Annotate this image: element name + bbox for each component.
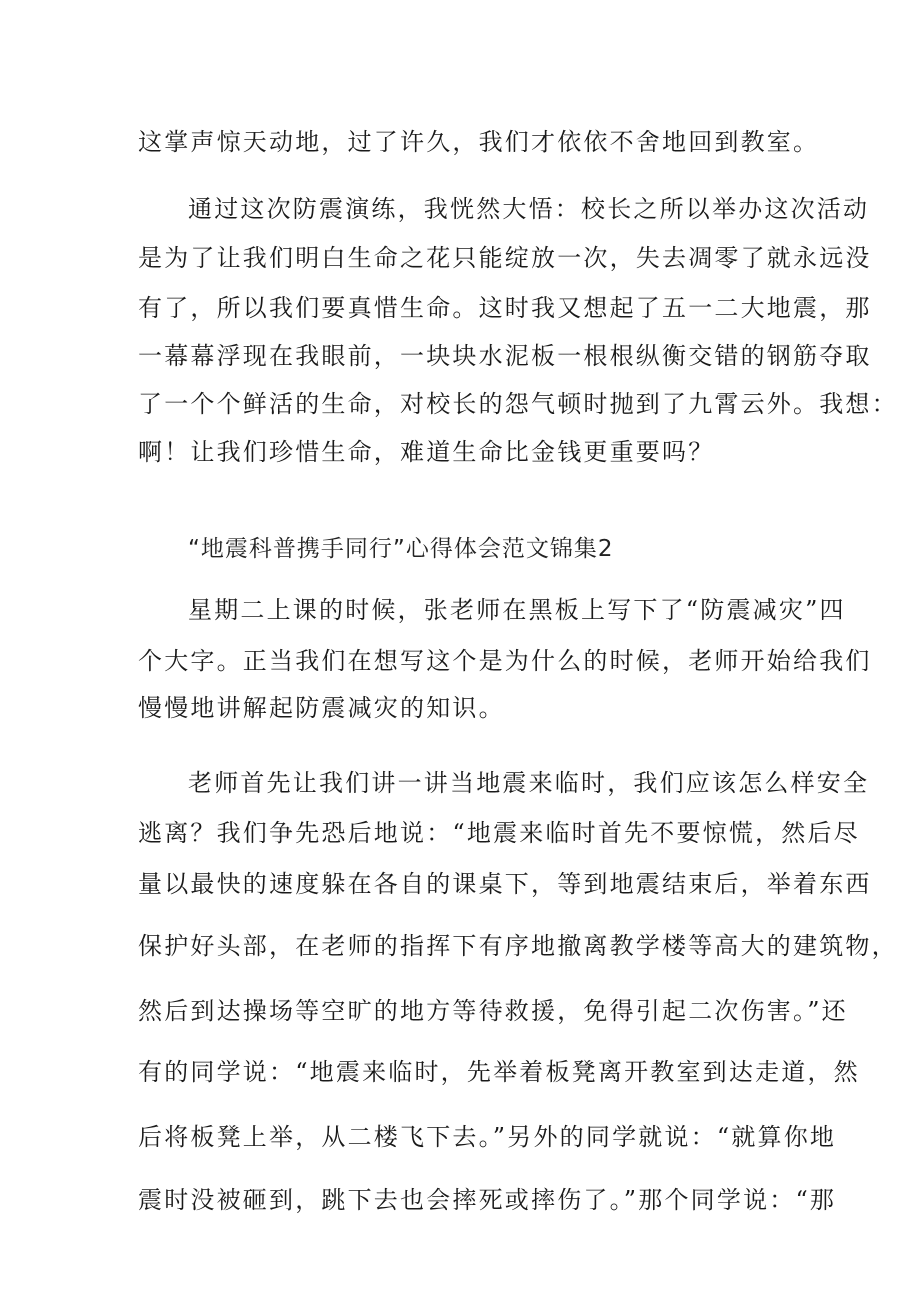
- paragraph-2-line-3: 有了，所以我们要真惜生命。这时我又想起了五一二大地震，那: [138, 294, 872, 322]
- paragraph-4-line-8: 震时没被砸到，跳下去也会摔死或摔伤了。”那个同学说：“那: [138, 1186, 837, 1214]
- paragraph-4-line-5: 然后到达操场等空旷的地方等待救援，免得引起二次伤害。”还: [138, 997, 848, 1025]
- paragraph-4-line-3: 量以最快的速度躲在各自的课桌下，等到地震结束后，举着东西: [138, 870, 872, 898]
- paragraph-2-line-1: 通过这次防震演练，我恍然大悟：校长之所以举办这次活动: [188, 195, 870, 223]
- paragraph-3-line-2: 个大字。正当我们在想写这个是为什么的时候，老师开始给我们: [138, 647, 872, 675]
- paragraph-4-line-7: 后将板凳上举，从二楼飞下去。”另外的同学就说：“就算你地: [138, 1123, 837, 1151]
- paragraph-3-line-3: 慢慢地讲解起防震减灾的知识。: [138, 694, 505, 722]
- paragraph-1-line-1: 这掌声惊天动地，过了许久，我们才依依不舍地回到教室。: [138, 128, 820, 156]
- paragraph-2-line-2: 是为了让我们明白生命之花只能绽放一次，失去凋零了就永远没: [138, 244, 872, 272]
- paragraph-2-line-5: 了一个个鲜活的生命，对校长的怨气顿时抛到了九霄云外。我想：: [138, 390, 898, 418]
- paragraph-2-line-6: 啊！让我们珍惜生命，难道生命比金钱更重要吗？: [138, 438, 715, 466]
- paragraph-4-line-2: 逃离？我们争先恐后地说：“地震来临时首先不要惊慌，然后尽: [138, 819, 860, 847]
- paragraph-4-line-6: 有的同学说：“地震来临时，先举着板凳离开教室到达走道，然: [138, 1058, 860, 1086]
- section-heading: “地震科普携手同行”心得体会范文锦集2: [188, 536, 614, 562]
- paragraph-4-line-4: 保护好头部，在老师的指挥下有序地撤离教学楼等高大的建筑物，: [138, 932, 898, 960]
- paragraph-2-line-4: 一幕幕浮现在我眼前，一块块水泥板一根根纵衡交错的钢筋夺取: [138, 342, 872, 370]
- paragraph-3-line-1: 星期二上课的时候，张老师在黑板上写下了“防震减灾”四: [188, 596, 846, 624]
- paragraph-4-line-1: 老师首先让我们讲一讲当地震来临时，我们应该怎么样安全: [188, 769, 870, 797]
